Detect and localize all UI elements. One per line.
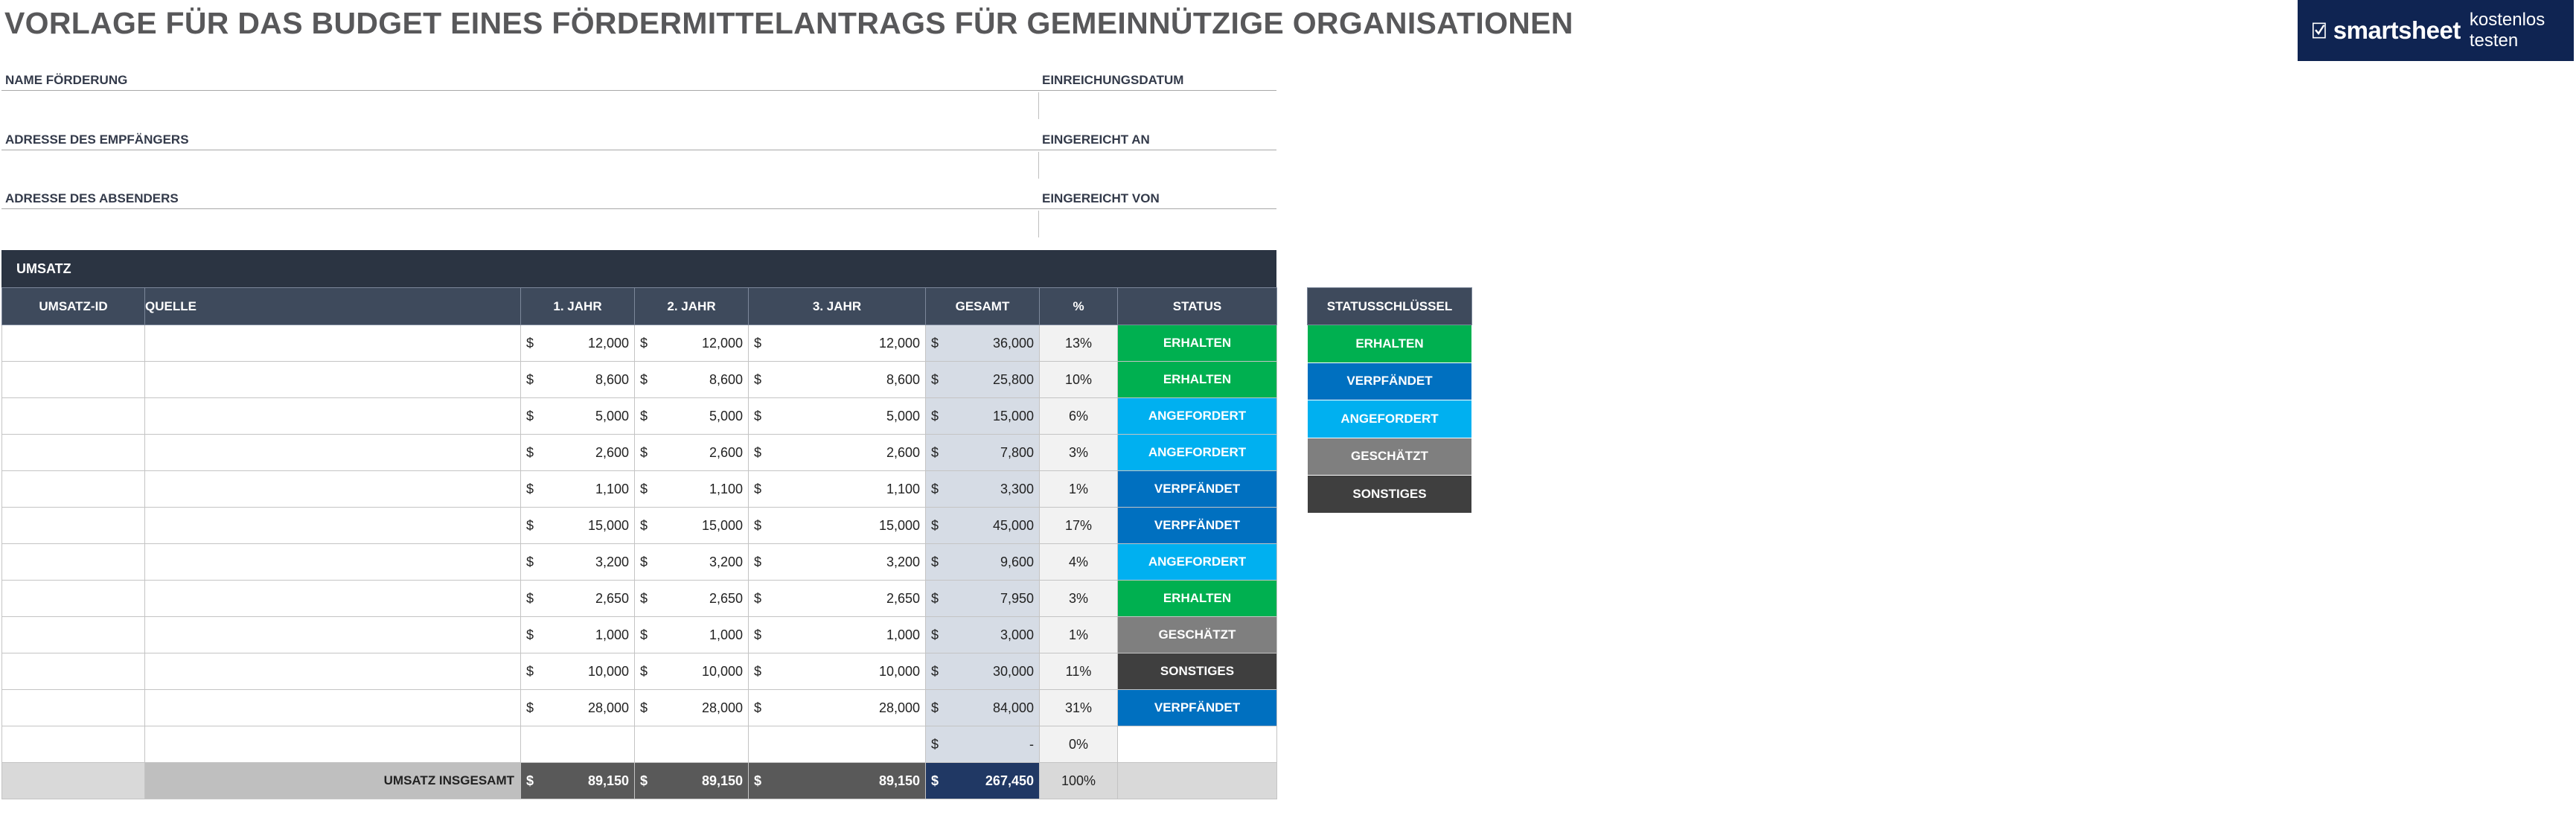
amount-value: 84,000 — [992, 700, 1034, 715]
amount-value: 28,000 — [878, 700, 920, 715]
currency-symbol: $ — [526, 371, 534, 387]
status-key-row — [1308, 438, 1472, 476]
currency-symbol: $ — [931, 663, 939, 679]
quelle-cell[interactable] — [145, 398, 521, 435]
currency-symbol: $ — [526, 773, 534, 788]
currency-symbol: $ — [526, 517, 534, 533]
currency-symbol: $ — [640, 481, 648, 496]
table-row — [2, 544, 1277, 581]
status-key-row — [1308, 362, 1472, 400]
currency-symbol: $ — [526, 590, 534, 606]
jahr-1-cell[interactable] — [521, 581, 635, 617]
jahr-1-cell[interactable] — [521, 508, 635, 544]
logo-brand: smartsheet — [2333, 16, 2461, 44]
total-jahr-2-cell[interactable] — [635, 763, 749, 799]
currency-symbol: $ — [754, 627, 762, 642]
gesamt-cell[interactable] — [926, 726, 1040, 763]
currency-symbol: $ — [931, 335, 939, 351]
status-cell[interactable]: GESCHÄTZT — [1118, 617, 1277, 653]
status-key-item: ANGEFORDERT — [1308, 400, 1472, 438]
amount-value: 10,000 — [587, 663, 629, 679]
status-cell[interactable]: VERPFÄNDET — [1118, 471, 1277, 508]
amount-value: 15,000 — [587, 517, 629, 533]
quelle-cell[interactable] — [145, 508, 521, 544]
table-row — [2, 617, 1277, 653]
amount-value: 36,000 — [992, 335, 1034, 351]
currency-symbol: $ — [640, 700, 648, 715]
amount-value: 28,000 — [701, 700, 743, 715]
currency-symbol: $ — [931, 371, 939, 387]
table-row — [2, 471, 1277, 508]
currency-symbol: $ — [931, 481, 939, 496]
currency-symbol: $ — [526, 408, 534, 424]
amount-value: 25,800 — [992, 371, 1034, 387]
amount-value: 45,000 — [992, 517, 1034, 533]
currency-symbol: $ — [754, 371, 762, 387]
total-jahr-3-cell[interactable] — [749, 763, 926, 799]
einreichungsdatum-input[interactable] — [1038, 92, 1276, 119]
currency-symbol: $ — [754, 554, 762, 569]
currency-symbol: $ — [754, 663, 762, 679]
amount-value: 10,000 — [878, 663, 920, 679]
gesamt-cell[interactable] — [926, 325, 1040, 362]
smartsheet-logo-link[interactable] — [2298, 0, 2574, 61]
amount-value: 1,100 — [595, 481, 629, 496]
table-row — [2, 653, 1277, 690]
status-key-title: STATUSSCHLÜSSEL — [1308, 288, 1472, 325]
totals-row — [2, 763, 1277, 799]
currency-symbol: $ — [931, 554, 939, 569]
jahr-1-cell[interactable] — [521, 617, 635, 653]
jahr-2-cell[interactable] — [635, 508, 749, 544]
umsatz-id-cell[interactable] — [2, 653, 145, 690]
amount-value: 3,200 — [886, 554, 920, 569]
currency-symbol: $ — [931, 627, 939, 642]
table-row — [2, 690, 1277, 726]
status-key-item: ERHALTEN — [1308, 325, 1472, 363]
currency-symbol: $ — [754, 700, 762, 715]
label-einreichungsdatum: EINREICHUNGSDATUM — [1038, 73, 1276, 91]
gesamt-cell[interactable] — [926, 617, 1040, 653]
currency-symbol: $ — [640, 773, 648, 788]
quelle-cell[interactable] — [145, 581, 521, 617]
gesamt-cell[interactable] — [926, 471, 1040, 508]
percent-cell: 31% — [1040, 690, 1118, 726]
currency-symbol: $ — [640, 663, 648, 679]
amount-value: 3,000 — [1000, 627, 1034, 642]
amount-value: 8,600 — [709, 371, 743, 387]
jahr-1-cell[interactable] — [521, 544, 635, 581]
jahr-2-cell[interactable] — [635, 581, 749, 617]
jahr-2-cell[interactable] — [635, 325, 749, 362]
umsatz-id-cell[interactable] — [2, 508, 145, 544]
currency-symbol: $ — [931, 773, 939, 788]
currency-symbol: $ — [640, 371, 648, 387]
col-header-jahr-1: 1. JAHR — [521, 288, 635, 325]
jahr-1-cell[interactable] — [521, 726, 635, 763]
currency-symbol: $ — [754, 444, 762, 460]
total-jahr-1-cell[interactable] — [521, 763, 635, 799]
status-cell[interactable]: ANGEFORDERT — [1118, 544, 1277, 581]
status-cell[interactable]: ANGEFORDERT — [1118, 398, 1277, 435]
status-key-row — [1308, 400, 1472, 438]
jahr-1-cell[interactable] — [521, 435, 635, 471]
currency-symbol: $ — [931, 736, 939, 752]
amount-value: 15,000 — [701, 517, 743, 533]
currency-symbol: $ — [526, 700, 534, 715]
amount-value: 15,000 — [992, 408, 1034, 424]
amount-value: 89,150 — [587, 773, 629, 788]
table-row — [2, 362, 1277, 398]
currency-symbol: $ — [526, 481, 534, 496]
amount-value: 3,200 — [709, 554, 743, 569]
amount-value: 2,600 — [886, 444, 920, 460]
jahr-2-cell[interactable] — [635, 690, 749, 726]
currency-symbol: $ — [640, 444, 648, 460]
amount-value: 15,000 — [878, 517, 920, 533]
currency-symbol: $ — [526, 554, 534, 569]
smartsheet-check-icon — [2313, 21, 2326, 40]
amount-value: 1,000 — [886, 627, 920, 642]
gesamt-cell[interactable] — [926, 362, 1040, 398]
jahr-1-cell[interactable] — [521, 398, 635, 435]
umsatz-id-cell[interactable] — [2, 581, 145, 617]
col-header-gesamt: GESAMT — [926, 288, 1040, 325]
quelle-cell[interactable] — [145, 325, 521, 362]
umsatz-id-cell[interactable] — [2, 398, 145, 435]
percent-cell: 6% — [1040, 398, 1118, 435]
currency-symbol: $ — [931, 444, 939, 460]
col-header-umsatz-id: UMSATZ-ID — [2, 288, 145, 325]
amount-value: 1,000 — [709, 627, 743, 642]
umsatz-id-cell[interactable] — [2, 325, 145, 362]
quelle-cell[interactable] — [145, 690, 521, 726]
label-name-foerderung: NAME FÖRDERUNG — [1, 73, 1040, 91]
label-adresse-absender: ADRESSE DES ABSENDERS — [1, 191, 1040, 209]
jahr-1-cell[interactable] — [521, 362, 635, 398]
total-percent-cell: 100% — [1040, 763, 1118, 799]
amount-value: 3,300 — [1000, 481, 1034, 496]
table-row — [2, 325, 1277, 362]
section-header-umsatz: UMSATZ — [1, 250, 1276, 287]
quelle-cell[interactable] — [145, 471, 521, 508]
logo-cta: kostenlos testen — [2469, 10, 2545, 51]
currency-symbol: $ — [931, 590, 939, 606]
umsatz-id-cell[interactable] — [2, 544, 145, 581]
label-eingereicht-von: EINGEREICHT VON — [1038, 191, 1276, 209]
amount-value: 12,000 — [878, 335, 920, 351]
amount-value: 2,600 — [595, 444, 629, 460]
percent-cell: 17% — [1040, 508, 1118, 544]
amount-value: 1,000 — [595, 627, 629, 642]
jahr-1-cell[interactable] — [521, 653, 635, 690]
amount-value: 89,150 — [701, 773, 743, 788]
label-eingereicht-an: EINGEREICHT AN — [1038, 132, 1276, 150]
status-cell[interactable]: VERPFÄNDET — [1118, 508, 1277, 544]
amount-value: 89,150 — [878, 773, 920, 788]
gesamt-cell[interactable] — [926, 544, 1040, 581]
percent-cell: 1% — [1040, 471, 1118, 508]
jahr-1-cell[interactable] — [521, 325, 635, 362]
currency-symbol: $ — [526, 663, 534, 679]
jahr-3-cell[interactable] — [749, 581, 926, 617]
umsatz-id-cell[interactable] — [2, 690, 145, 726]
currency-symbol: $ — [640, 517, 648, 533]
amount-value: 7,800 — [1000, 444, 1034, 460]
total-status-blank-cell — [1118, 763, 1277, 799]
status-cell[interactable]: ERHALTEN — [1118, 581, 1277, 617]
percent-cell: 3% — [1040, 581, 1118, 617]
gesamt-cell[interactable] — [926, 653, 1040, 690]
jahr-3-cell[interactable] — [749, 508, 926, 544]
currency-symbol: $ — [640, 554, 648, 569]
jahr-1-cell[interactable] — [521, 471, 635, 508]
jahr-3-cell[interactable] — [749, 653, 926, 690]
umsatz-id-cell[interactable] — [2, 362, 145, 398]
amount-value: 10,000 — [701, 663, 743, 679]
amount-value: 267,450 — [985, 773, 1034, 788]
gesamt-cell[interactable] — [926, 508, 1040, 544]
jahr-1-cell[interactable] — [521, 690, 635, 726]
currency-symbol: $ — [640, 335, 648, 351]
jahr-2-cell[interactable] — [635, 471, 749, 508]
table-row — [2, 581, 1277, 617]
col-header-jahr-3: 3. JAHR — [749, 288, 926, 325]
amount-value: - — [1029, 736, 1034, 752]
currency-symbol: $ — [526, 444, 534, 460]
jahr-2-cell[interactable] — [635, 362, 749, 398]
quelle-cell[interactable] — [145, 544, 521, 581]
adresse-absender-input[interactable] — [1, 211, 1038, 237]
jahr-3-cell[interactable] — [749, 362, 926, 398]
percent-cell: 1% — [1040, 617, 1118, 653]
currency-symbol: $ — [640, 408, 648, 424]
amount-value: 1,100 — [886, 481, 920, 496]
status-cell[interactable]: VERPFÄNDET — [1118, 690, 1277, 726]
status-key-table — [1307, 287, 1472, 514]
amount-value: 7,950 — [1000, 590, 1034, 606]
status-cell[interactable]: ANGEFORDERT — [1118, 435, 1277, 471]
quelle-cell[interactable] — [145, 653, 521, 690]
percent-cell: 13% — [1040, 325, 1118, 362]
currency-symbol: $ — [640, 590, 648, 606]
percent-cell: 10% — [1040, 362, 1118, 398]
adresse-empfaenger-input[interactable] — [1, 152, 1038, 179]
table-header-row — [2, 288, 1277, 325]
gesamt-cell[interactable] — [926, 581, 1040, 617]
currency-symbol: $ — [754, 481, 762, 496]
amount-value: 1,100 — [709, 481, 743, 496]
amount-value: 8,600 — [886, 371, 920, 387]
amount-value: 2,650 — [886, 590, 920, 606]
jahr-3-cell[interactable] — [749, 398, 926, 435]
gesamt-cell[interactable] — [926, 690, 1040, 726]
amount-value: 2,650 — [709, 590, 743, 606]
status-key-item: SONSTIGES — [1308, 476, 1472, 514]
amount-value: 8,600 — [595, 371, 629, 387]
jahr-2-cell[interactable] — [635, 398, 749, 435]
table-row — [2, 435, 1277, 471]
gesamt-cell[interactable] — [926, 398, 1040, 435]
amount-value: 2,650 — [595, 590, 629, 606]
jahr-2-cell[interactable] — [635, 653, 749, 690]
currency-symbol: $ — [526, 335, 534, 351]
name-foerderung-input[interactable] — [1, 92, 1038, 119]
table-row — [2, 508, 1277, 544]
currency-symbol: $ — [640, 627, 648, 642]
amount-value: 9,600 — [1000, 554, 1034, 569]
status-cell[interactable] — [1118, 726, 1277, 763]
jahr-3-cell[interactable] — [749, 726, 926, 763]
table-row — [2, 726, 1277, 763]
currency-symbol: $ — [754, 408, 762, 424]
percent-cell: 0% — [1040, 726, 1118, 763]
quelle-cell[interactable] — [145, 362, 521, 398]
amount-value: 30,000 — [992, 663, 1034, 679]
total-gesamt-cell[interactable] — [926, 763, 1040, 799]
amount-value: 3,200 — [595, 554, 629, 569]
status-key-row — [1308, 325, 1472, 363]
status-key-item: GESCHÄTZT — [1308, 438, 1472, 476]
gesamt-cell[interactable] — [926, 435, 1040, 471]
jahr-3-cell[interactable] — [749, 690, 926, 726]
col-header-quelle: QUELLE — [145, 288, 521, 325]
amount-value: 12,000 — [587, 335, 629, 351]
table-row — [2, 398, 1277, 435]
col-header-jahr-2: 2. JAHR — [635, 288, 749, 325]
umsatz-id-cell[interactable] — [2, 726, 145, 763]
amount-value: 5,000 — [595, 408, 629, 424]
col-header-percent: % — [1040, 288, 1118, 325]
revenue-table — [1, 287, 1277, 799]
jahr-3-cell[interactable] — [749, 435, 926, 471]
jahr-2-cell[interactable] — [635, 617, 749, 653]
amount-value: 5,000 — [709, 408, 743, 424]
currency-symbol: $ — [931, 517, 939, 533]
amount-value: 12,000 — [701, 335, 743, 351]
quelle-cell[interactable] — [145, 435, 521, 471]
status-key-row — [1308, 476, 1472, 514]
jahr-2-cell[interactable] — [635, 435, 749, 471]
currency-symbol: $ — [931, 408, 939, 424]
status-cell[interactable]: SONSTIGES — [1118, 653, 1277, 690]
status-cell[interactable]: ERHALTEN — [1118, 325, 1277, 362]
currency-symbol: $ — [754, 773, 762, 788]
quelle-cell[interactable] — [145, 617, 521, 653]
currency-symbol: $ — [754, 335, 762, 351]
jahr-2-cell[interactable] — [635, 544, 749, 581]
page-title: VORLAGE FÜR DAS BUDGET EINES FÖRDERMITTELANTRAGS FÜR GEMEINNÜTZIGE ORGANISATIONEN — [4, 6, 1573, 40]
eingereicht-von-input[interactable] — [1038, 211, 1276, 237]
jahr-2-cell[interactable] — [635, 726, 749, 763]
totals-blank-cell — [2, 763, 145, 799]
eingereicht-an-input[interactable] — [1038, 152, 1276, 179]
amount-value: 28,000 — [587, 700, 629, 715]
jahr-3-cell[interactable] — [749, 471, 926, 508]
percent-cell: 11% — [1040, 653, 1118, 690]
amount-value: 2,600 — [709, 444, 743, 460]
umsatz-id-cell[interactable] — [2, 471, 145, 508]
status-cell[interactable]: ERHALTEN — [1118, 362, 1277, 398]
jahr-3-cell[interactable] — [749, 325, 926, 362]
umsatz-id-cell[interactable] — [2, 435, 145, 471]
currency-symbol: $ — [754, 517, 762, 533]
label-adresse-empfaenger: ADRESSE DES EMPFÄNGERS — [1, 132, 1040, 150]
percent-cell: 4% — [1040, 544, 1118, 581]
jahr-3-cell[interactable] — [749, 544, 926, 581]
totals-label: UMSATZ INSGESAMT — [145, 763, 521, 799]
jahr-3-cell[interactable] — [749, 617, 926, 653]
percent-cell: 3% — [1040, 435, 1118, 471]
quelle-cell[interactable] — [145, 726, 521, 763]
currency-symbol: $ — [754, 590, 762, 606]
amount-value: 5,000 — [886, 408, 920, 424]
col-header-status: STATUS — [1118, 288, 1277, 325]
currency-symbol: $ — [526, 627, 534, 642]
umsatz-id-cell[interactable] — [2, 617, 145, 653]
status-key-item: VERPFÄNDET — [1308, 362, 1472, 400]
currency-symbol: $ — [931, 700, 939, 715]
